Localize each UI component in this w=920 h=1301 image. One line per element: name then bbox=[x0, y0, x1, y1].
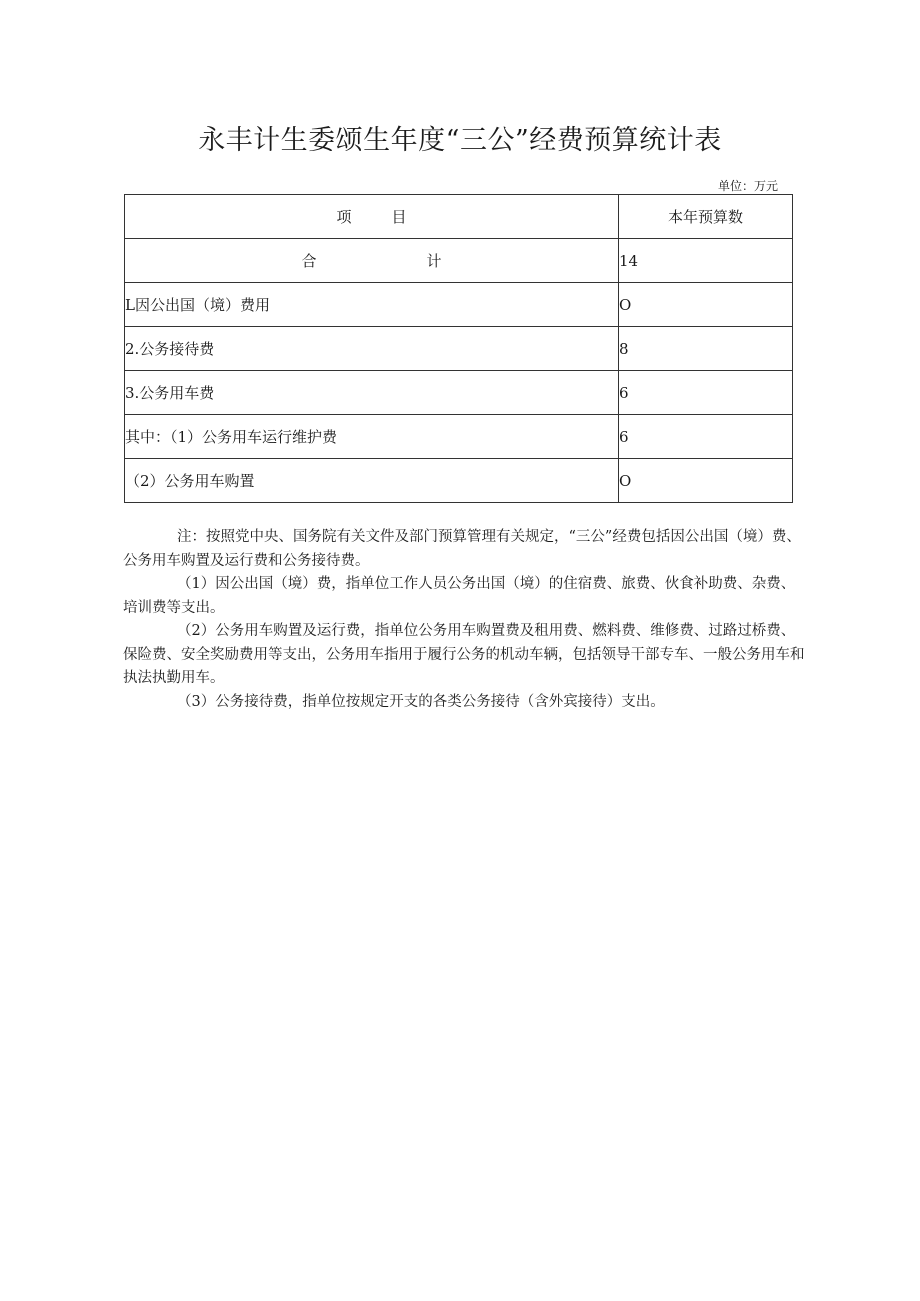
row-label: 其中：（1）公务用车运行维护费 bbox=[125, 415, 619, 459]
table-row bbox=[125, 459, 793, 503]
row-label: 2.公务接待费 bbox=[125, 327, 619, 371]
note-paragraph: （2）公务用车购置及运行费，指单位公务用车购置费及租用费、燃料费、维修费、过路过桥费、保险费、安全奖励费用等支出，公务用车指用于履行公务的机动车辆，包括领导干部专车、一般公务用车和执法执勤用车。 bbox=[123, 623, 805, 686]
row-value: 6 bbox=[619, 371, 793, 415]
row-value: 6 bbox=[619, 415, 793, 459]
row-label: 3.公务用车费 bbox=[125, 371, 619, 415]
header-budget: 本年预算数 bbox=[619, 195, 793, 239]
table-row bbox=[125, 371, 793, 415]
note-paragraph: （1）因公出国（境）费，指单位工作人员公务出国（境）的住宿费、旅费、伙食补助费、杂费、培训费等支出。 bbox=[123, 576, 796, 616]
table-row bbox=[125, 415, 793, 459]
row-value: 8 bbox=[619, 327, 793, 371]
note-paragraph: 注：按照党中央、国务院有关文件及部门预算管理有关规定，“三公”经费包括因公出国（境）费、公务用车购置及运行费和公务接待费。 bbox=[123, 529, 801, 569]
row-label: （2）公务用车购置 bbox=[125, 459, 619, 503]
total-value: 14 bbox=[619, 239, 793, 283]
table-row bbox=[125, 283, 793, 327]
table-row bbox=[125, 327, 793, 371]
document-title: 永丰计生委颂生年度“三公”经费预算统计表 bbox=[198, 125, 722, 156]
budget-table bbox=[124, 194, 793, 503]
row-value: O bbox=[619, 459, 793, 503]
unit-label: 单位：万元 bbox=[717, 179, 778, 193]
header-item: 项目 bbox=[125, 195, 619, 239]
row-label: L因公出国（境）费用 bbox=[125, 283, 619, 327]
table-row-total bbox=[125, 239, 793, 283]
row-value: O bbox=[619, 283, 793, 327]
table-header-row bbox=[125, 195, 793, 239]
notes-section bbox=[123, 526, 805, 714]
note-paragraph: （3）公务接待费，指单位按规定开支的各类公务接待（含外宾接待）支出。 bbox=[177, 693, 665, 710]
total-label: 合计 bbox=[125, 239, 619, 283]
